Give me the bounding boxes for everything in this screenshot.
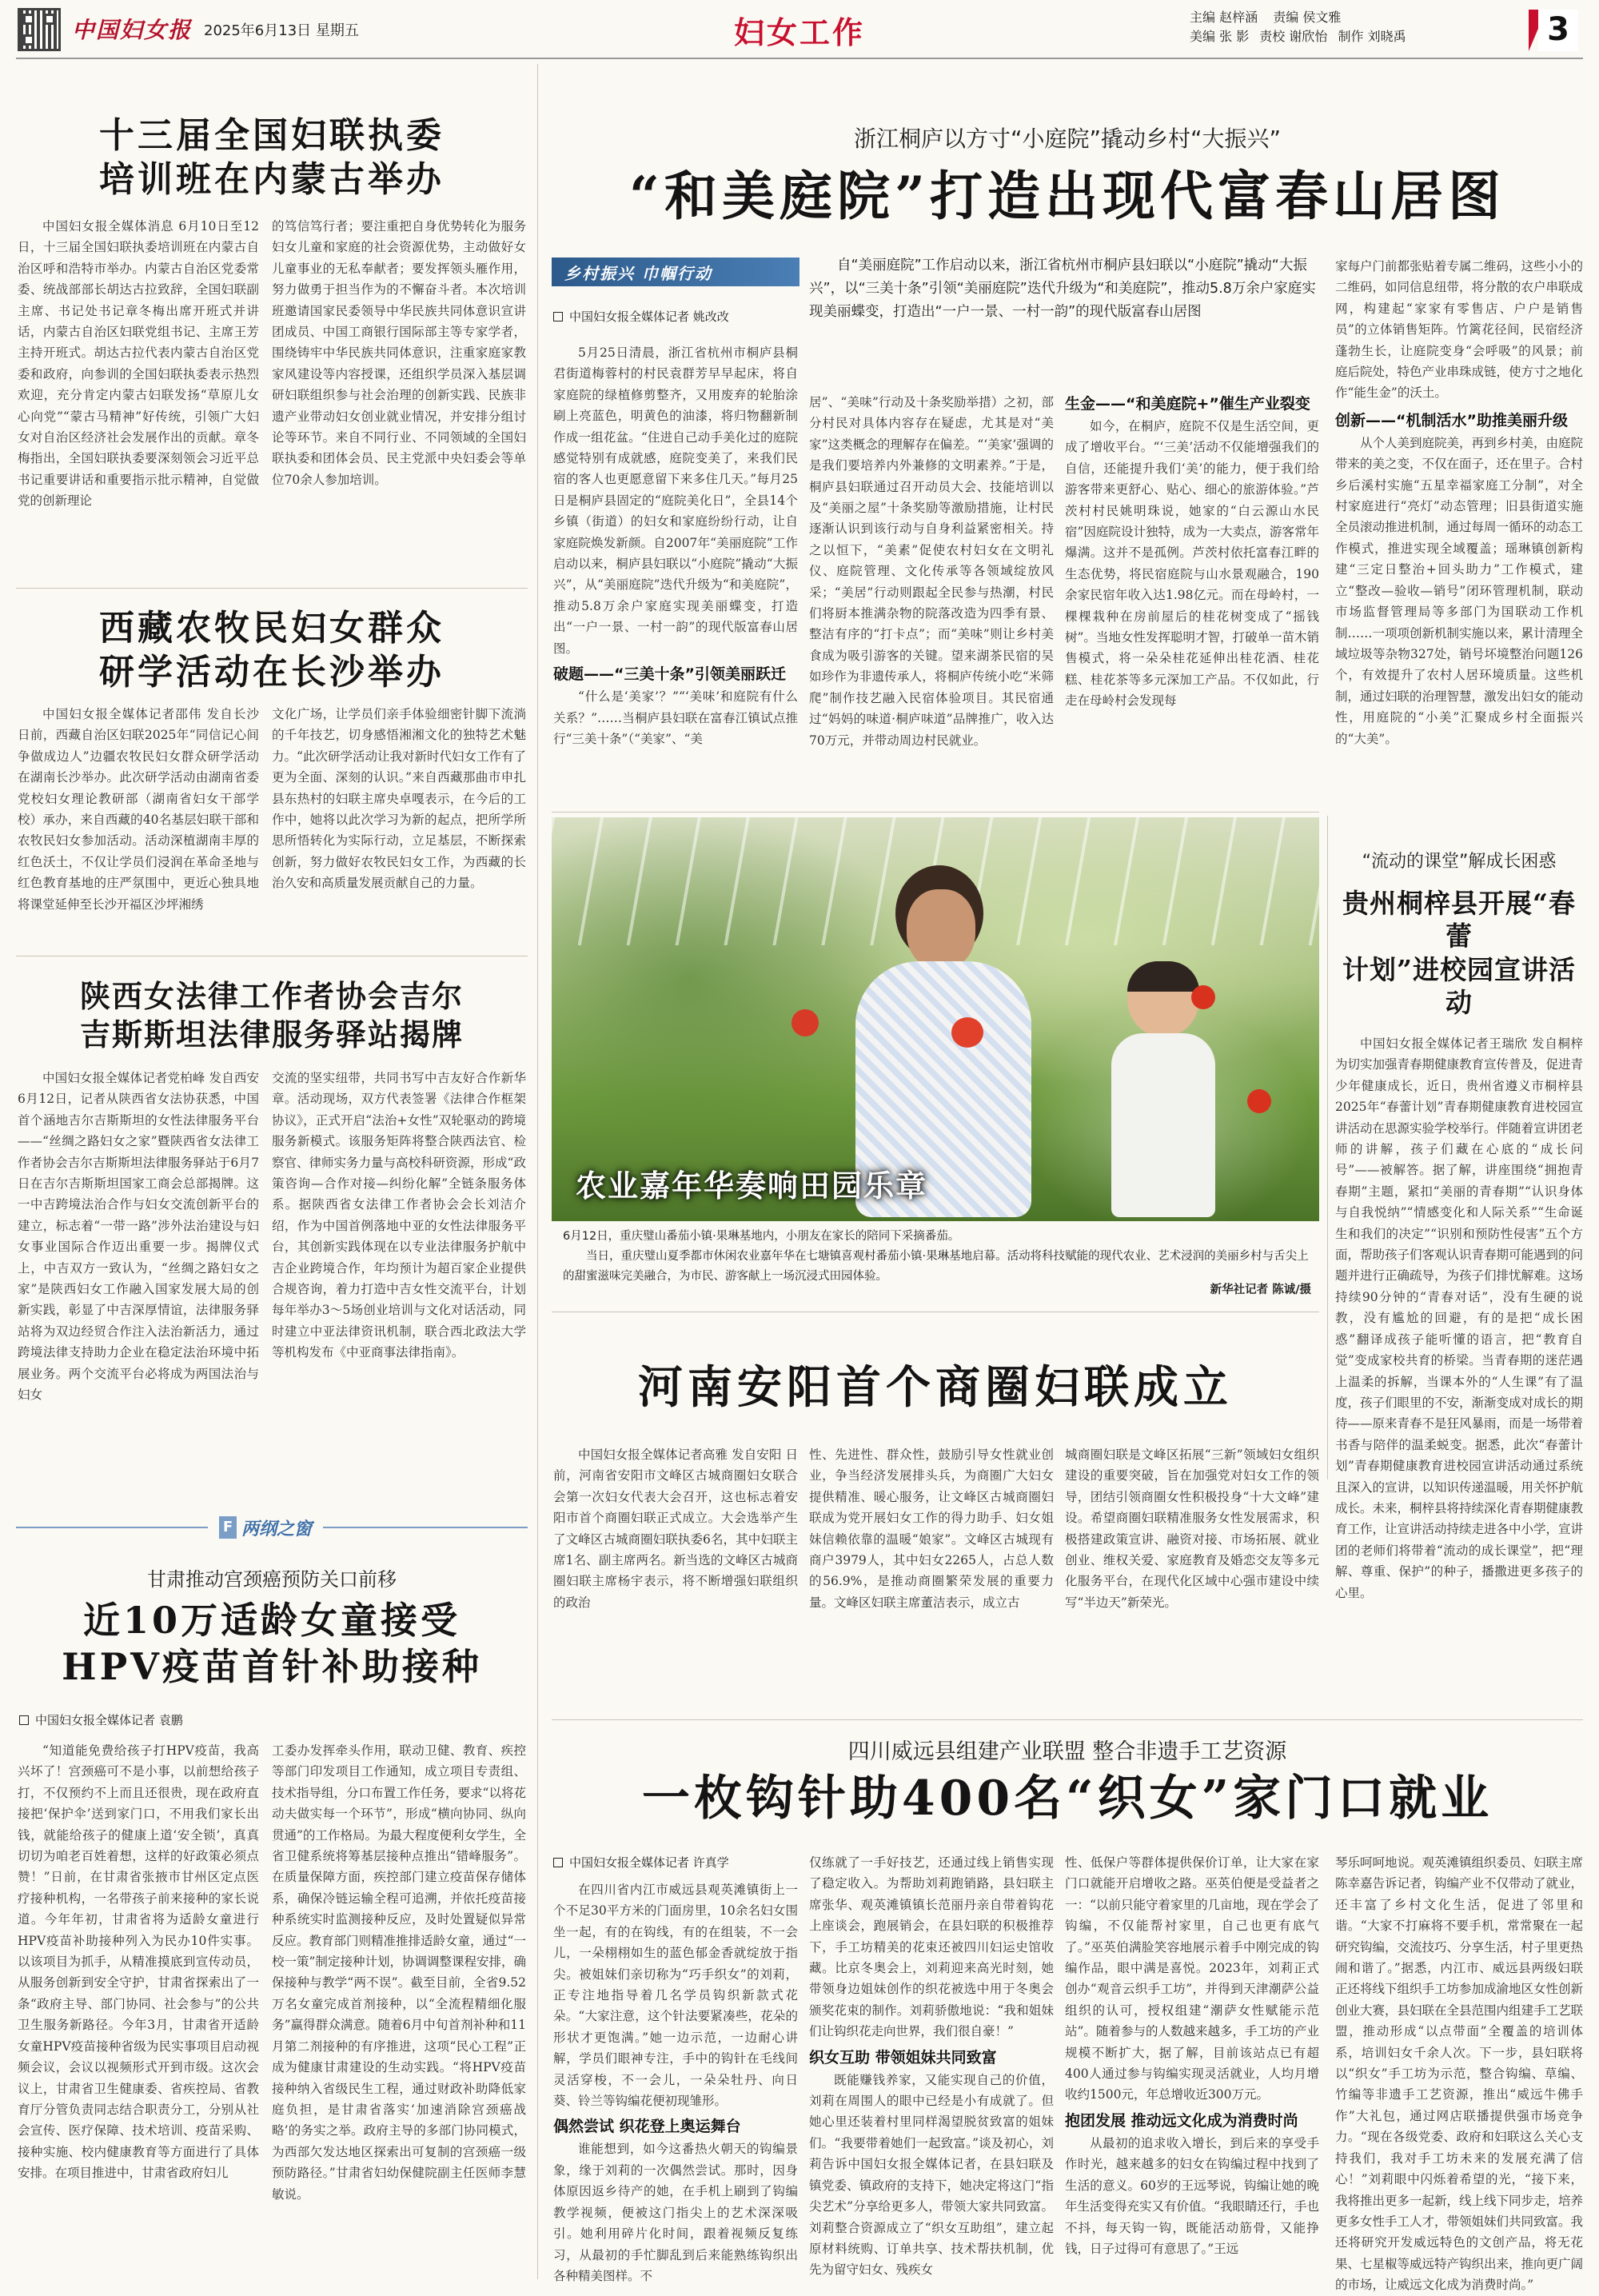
photo-credit: 新华社记者 陈诚/摄 bbox=[1204, 1280, 1311, 1300]
article3-body-col2 bbox=[272, 1068, 526, 1491]
credit-name: 赵梓涵 bbox=[1219, 10, 1258, 25]
credit-name: 张 影 bbox=[1219, 29, 1250, 44]
paragraph: 中国妇女报全媒体消息 6月10日至12日，十三届全国妇联执委培训班在内蒙古自治区呼和浩特市举办。内蒙古自治区党委常委、统战部部长胡达古拉致辞，全国妇联副主席、书记处书记章冬梅出席开班式并讲话，内蒙古自治区妇联党组书记、主席王芳主持开班式。胡达古拉代表内蒙古自治区党委和政府，向参训的全国妇联执委表示热烈欢迎，充分肯定内蒙古妇联发扬“草原儿女心向党”“蒙古马精神”好传统，引领广大妇女对自治区经济社会发展作出的贡献。章冬梅指出，全国妇联执委要深刻领会习近平总书记重要讲话和重要指示批示精神，自觉做党的创新理论 bbox=[18, 219, 259, 509]
paragraph: 中国妇女报全媒体记者高雅 发自安阳 日前，河南省安阳市文峰区古城商圈妇女联合会第一次妇女代表大会召开，这也标志着安阳市首个商圈妇联正式成立。大会选举产生了文峰区古城商圈妇联执委6名，其中妇联主席1名、副主席两名。新当选的文峰区古城商圈妇联主席杨宇表示，将不断增强妇联组织的政治 bbox=[553, 1447, 798, 1610]
paragraph: 居”、“美味”行动及十条奖励举措）之初，部分村民对具体内容存在疑虑，尤其是对“美家”这类概念的理解存在偏差。“‘美家’强调的是我们要培养内外兼修的文明素养。”于是，桐庐县妇联通过召开动员大会、技能培训以及“美丽之屋”十条奖励等激励措施，让村民逐渐认识到该行动与自身利益紧密相关。持之以恒下，“美素”促使农村妇女在文明礼仪、庭院管理、文化传承等各领域绽放风采；“美居”行动则跟起全民参与热潮，村民们将厨本推满杂物的院落改造为四季有景、整洁有序的“打卡点”；而“美味”则让乡村美食成为吸引游客的关键。望来湖茶民宿的吴如珍作为非遗传承人，将桐庐传统小吃“米筛爬”制作技艺融入民宿体验项目。其民宿通过“妈妈的味道·桐庐味道”品牌推广，收入达70万元，并带动周边村民就业。 bbox=[809, 395, 1054, 748]
article8-body-col2 bbox=[809, 1852, 1054, 2279]
article8-body-col3 bbox=[1065, 1852, 1319, 2279]
article5-body-col2 bbox=[809, 392, 1054, 806]
headline-line: 十三届全国妇联执委 bbox=[99, 115, 445, 156]
feature-photo bbox=[552, 817, 1319, 1221]
article6-body bbox=[1335, 1033, 1583, 1785]
article5-body-col1 bbox=[553, 342, 798, 806]
lead-text: 自“美丽庭院”工作启动以来，浙江省杭州市桐庐县妇联以“小庭院”撬动“大振兴”，以“三美十条”引领“美丽庭院”迭代升级为“和美庭院”，推动5.8万余户家庭实现美丽蝶变，打造出“一户一景、一村一韵”的现代版富春山居图 bbox=[809, 258, 1316, 320]
byline-square-icon bbox=[553, 1858, 563, 1867]
tomato-mark bbox=[951, 1017, 983, 1048]
rural-revival-tag bbox=[552, 258, 800, 286]
headline-line: 研学活动在长沙举办 bbox=[99, 652, 445, 693]
column-divider bbox=[1327, 816, 1328, 1479]
article8-kicker: 四川威远县组建产业联盟 整合非遗手工艺资源 bbox=[847, 1739, 1287, 1764]
masthead-rule bbox=[16, 58, 1583, 59]
article7-body-col1 bbox=[553, 1444, 798, 1684]
credit-role: 主编 bbox=[1190, 10, 1216, 25]
paragraph: 性、先进性、群众性，鼓励引导女性就业创业，争当经济发展排头兵，为商圈广大妇女提供精准、暖心服务，让文峰区古城商圈妇联成为党开展妇女工作的得力助手、妇女姐妹信赖依靠的温暖“娘家”。文峰区古城现有商户3979人，其中妇女2265人，占总人数的56.9%，是推动商圈繁荣发展的重要力量。文峰区妇联主席董洁表示，成立古 bbox=[809, 1447, 1054, 1610]
paragraph: 琴乐呵呵地说。观英滩镇组织委员、妇联主席陈幸嘉告诉记者，钩编产业不仅带动了就业，还丰富了乡村文化生活，促进了邻里和谐。“大家不打麻将不要手机，常常聚在一起研究钩编，交流技巧、分享生活，村子里更热闹和谐了。”据悉，内江市、威远县两级妇联正还将线下组织手工坊参加成渝地区女性创新创业大赛，县妇联在全县范围内组建手工艺联盟，推动形成“以点带面”全覆盖的培训体系，培训妇女千余人次。下一步，县妇联将以“织女”手工坊为示范，整合钩编、草编、竹编等非遗手工艺资源，推出“威远牛佛手作”大礼包，通过网店联播提供强市场竞争力。“现在各级党委、政府和妇联这么关心支持我们，我对手工坊未来的发展充满了信心！”刘莉眼中闪烁着希望的光，“接下来，我将推出更多一起新，线上线下同步走，培养更多女性手工人才，带领姐妹们共同致富。我还将研究开发威远特色的文创产品，将无花果、七星椒等威远特产钩织出来，推向更广阔的市场，让威远文化成为消费时尚。” bbox=[1335, 1855, 1584, 2293]
byline-text: 中国妇女报全媒体记者 袁鹏 bbox=[35, 1713, 183, 1727]
paragraph: 5月25日清晨，浙江省杭州市桐庐县桐君街道梅蓉村的村民袁群芳早早起床，将自家庭院的绿植修剪整齐，又用废弃的轮胎涂刷上亮蓝色，明黄色的油漆，将归物翻新制作成一组花盆。“住进自己动手美化过的庭院感觉特别有成就感，庭院变美了，来我们民宿的客人也更愿意留下来多住几天。”每月25日是桐庐县固定的“庭院美化日”，全县14个乡镇（街道）的妇女和家庭纷纷行动，让自家庭院焕发新颜。自2007年“美丽庭院”工作启动以来，桐庐县妇联以“小庭院”撬动“大振兴”，从“美丽庭院”迭代升级为“和美庭院”，推动5.8万余户家庭实现美丽蝶变，打造出“一户一景、一村一韵”的现代版富春山居图。 bbox=[553, 345, 798, 656]
article8-byline bbox=[553, 1854, 729, 1871]
subheading: 创新——“机制活水”助推美丽升级 bbox=[1335, 411, 1568, 429]
article2-body-col2 bbox=[272, 704, 526, 944]
headline-line: HPV疫苗首针补助接种 bbox=[62, 1644, 482, 1688]
paragraph: 在四川省内江市威远县观英滩镇街上一个不足30平方米的门面房里，10余名妇女围坐一起，有的在钩线，有的在组装，不一会儿，一朵栩栩如生的蓝色郁金香就绽放于指尖。被姐妹们亲切称为“巧手织女”的刘莉，正专注地指导着几名学员钩织新款式花朵。“大家注意，这个针法要紧凑些，花朵的形状才更饱满。”她一边示范，一边耐心讲解，学员们眼神专注，手中的钩针在毛线间灵活穿梭，不一会儿，一朵朵牡丹、向日葵、铃兰等钩编花便初现雏形。 bbox=[553, 1883, 798, 2109]
article6-headline bbox=[1335, 887, 1583, 1019]
headline-line: 西藏农牧民妇女群众 bbox=[99, 608, 445, 649]
paragraph: 工委办发挥牵头作用，联动卫健、教育、疾控等部门印发项目工作通知，成立项目专责组、技术指导组，分口布置工作任务，要求“以将花动夫做实每一个环节”，形成“横向协同、纵向贯通”的工作格局。为最大程度便利女学生，全省卫健系统将筹基层接种点推出“错峰服务”。在质量保障方面，疾控部门建立疫苗保存储体系，确保冷链运输全程可追溯，并依托疫苗接种系统实时监测接种反应，及时处置疑似异常反应。教育部门则精准推排适龄女童，通过“一校一策”制定接种计划，协调调整课程安排，确保接种与教学“两不误”。截至目前，全省9.52万名女童完成首剂接种，以“全流程精细化服务”赢得群众满意。随着6月中旬首剂补种和11月第二剂接种的有序推进，这项“民心工程”正成为健康甘肃建设的生动实践。“将HPV疫苗接种纳入省级民生工程，通过财政补助降低家庭负担，是甘肃省落实‘加速消除宫颈癌战略’的务实之举。政府主导的多部门协同模式，为西部欠发达地区探索出可复制的宫颈癌一级预防路径。”甘肃省妇幼保健院副主任医师李慧敏说。 bbox=[272, 1743, 526, 2202]
byline-square-icon bbox=[19, 1715, 29, 1725]
section-divider bbox=[552, 1719, 1583, 1720]
article5-body-col4 bbox=[1335, 256, 1583, 806]
headline-line: 培训班在内蒙古举办 bbox=[99, 159, 445, 200]
article2-headline bbox=[16, 606, 528, 694]
headline-line: 贵州桐梓县开展“春蕾 bbox=[1342, 888, 1576, 952]
tomato-mark bbox=[1191, 985, 1215, 1009]
article5-kicker: 浙江桐庐以方寸“小庭院”撬动乡村“大振兴” bbox=[853, 126, 1282, 152]
tag-label: 乡村振兴 巾帼行动 bbox=[564, 263, 712, 283]
tomato-mark bbox=[792, 1009, 819, 1036]
paragraph: 性、低保户等群体提供保价订单，让大家在家门口就能开启增收之路。巫英伯便是受益者之一：“以前只能守着家里的几亩地，现在学会了钩编，不仅能帮衬家里，自己也更有底气了。”巫英伯满脸笑容地展示着手中刚完成的钩编作品，眼中满是喜悦。2023年，刘莉正式创办“观音云织手工坊”，并得到天津潮萨公益组织的认可，授权组建“潮萨女性赋能示范站”。随着参与的人数越来越多，手工坊的产业规模不断扩大，据了解，目前该站点已有超400人通过参与钩编实现灵活就业，人均月增收约1500元，年总增收近300万元。 bbox=[1065, 1855, 1319, 2102]
headline-line: 近10万适龄女童接受 bbox=[82, 1599, 461, 1642]
photo-headline: 农业嘉年华奏响田园乐章 bbox=[576, 1168, 928, 1204]
banner-label-box bbox=[208, 1513, 323, 1542]
paragraph: 中国妇女报全媒体记者王瑞欣 发自桐梓 为切实加强青春期健康教育宣传普及，促进青少年健康成长，近日，贵州省遵义市桐梓县2025年“春蕾计划”青春期健康教育进校园宣讲活动在思源实验学校举行。伴随着宣讲团老师的讲解，孩子们藏在心底的“成长问号”——被解答。据了解，讲座围绕“拥抱青春期”主题，紧扣“美丽的青春期”“认识身体与自我悦纳”“情感变化和人际关系”“生命诞生和我们的决定”“识别和预防性侵害”五个方面，帮助孩子们客观认识青春期可能遇到的问题并进行正确疏导，为孩子们排忧解难。这场持续90分钟的“青春对话”，没有生硬的说教，没有尴尬的回避，有的是把“成长困惑”翻译成孩子能听懂的语言，把“教育自觉”变成家校共育的桥梁。当青春期的迷茫遇上温柔的拆解，当课本外的“人生课”有了温度，孩子们眼里的不安，渐渐变成对成长的期待——原来青春不是狂风暴雨，而是一场带着书香与陪伴的温柔蜕变。据悉，此次“春蕾计划”青春期健康教育进校园宣讲活动通过系统且深入的宣讲，以知识传递温暖，用关怀护航成长。未来，桐梓县将持续深化青春期健康教育工作，让宣讲活动持续走进各中小学，宣讲团的老师们将带着“流动的成长课堂”，把“理解、尊重、保护”的种子，播撒进更多孩子的心里。 bbox=[1335, 1036, 1584, 1600]
paragraph: 从个人美到庭院美，再到乡村美，由庭院带来的美之变，不仅在面子，还在里子。合村乡后溪村实施“五星幸福家庭工分制”，对全村家庭进行“亮灯”动态管理；旧县街道实施全员滚动推进机制，通过每周一循环的动态工作模式，推进实现全域覆盖；瑶琳镇创新构建“三定日整治+回头助力”工作模式，建立“整改—验收—销号”闭环管理机制，联动市场监督管理局等多部门为国联动工作机制……一项项创新机制实施以来，累计清理全域垃圾等杂物327处，销号坏境整治问题126个，有效提升了农村人居环境质量。这些机制，通过妇联的治理智慧，激发出妇女的能动性，用庭院的“小美”汇聚成乡村全面振兴的“大美”。 bbox=[1335, 435, 1584, 746]
subheading: 抱团发展 推动远文化成为消费时尚 bbox=[1065, 2111, 1298, 2130]
credit-role: 责校 bbox=[1259, 29, 1286, 44]
article1-headline bbox=[16, 114, 528, 202]
article5-headline: “和美庭院”打造出现代富春山居图 bbox=[629, 165, 1505, 227]
caption-line: 6月12日，重庆璧山番茄小镇·果琳基地内，小朋友在家长的陪同下采摘番茄。 bbox=[563, 1230, 960, 1243]
issue-date: 2025年6月13日 星期五 bbox=[204, 22, 359, 39]
article3-body-col1 bbox=[18, 1068, 259, 1491]
article5-byline bbox=[553, 308, 729, 325]
paragraph: 从最初的追求收入增长，到后来的享受手作时光，越来越多的妇女在钩编过程中找到了生活的意义。60岁的王远琴说，钩编让她的晚年生活变得充实又有价值。“我眼睛还行，手也不抖，每天钩一钩，既能活动筋骨，又能挣钱，日子过得可有意思了。”王远 bbox=[1065, 2135, 1319, 2256]
article6-kicker: “流动的课堂”解成长困惑 bbox=[1362, 852, 1557, 872]
article4-body-col2 bbox=[272, 1740, 526, 2276]
article8-body-col1 bbox=[553, 1879, 798, 2283]
paragraph: 谁能想到，如今这番热火朝天的钩编景象，缘于刘莉的一次偶然尝试。那时，因身体原因返乡待产的她，在手机上刷到了钩编教学视频，便被这门指尖上的艺术深深吸引。她利用碎片化时间，跟着视频反复练习，从最初的手忙脚乱到后来能熟练钩织出各种精美图样。不 bbox=[553, 2142, 798, 2283]
headline-line: 吉斯斯坦法律服务驿站揭牌 bbox=[79, 1016, 464, 1052]
section-divider bbox=[16, 588, 528, 589]
credit-name: 侯文雅 bbox=[1302, 10, 1342, 25]
article4-kicker: 甘肃推动宫颈癌预防关口前移 bbox=[147, 1568, 397, 1591]
page-number-badge bbox=[1529, 10, 1578, 51]
subheading: 生金——“和美庭院+”催生产业裂变 bbox=[1065, 395, 1310, 413]
qr-code-icon bbox=[18, 8, 61, 51]
credit-name: 谢欣怡 bbox=[1289, 29, 1328, 44]
article4-byline bbox=[19, 1711, 183, 1728]
paragraph: 文化广场，让学员们亲手体验细密针脚下流淌的千年技艺，切身感悟湘湘文化的独特艺术魅力。“此次研学活动让我对新时代妇女工作有了更为全面、深刻的认识。”来自西藏那曲市申扎县东热村的妇联主席央卓嘎表示，在今后的工作中，她将以此次学习为新的起点，把所学所思所悟转化为实际行动，立足基层，不断探索创新，努力做好农牧民妇女工作，为西藏的长治久安和高质量发展贡献自己的力量。 bbox=[272, 707, 526, 891]
credit-role: 责编 bbox=[1273, 10, 1299, 25]
article7-headline: 河南安阳首个商圈妇联成立 bbox=[638, 1361, 1233, 1414]
editor-credits bbox=[1190, 8, 1525, 46]
article8-body-col4 bbox=[1335, 1852, 1584, 2293]
article7-body-col3 bbox=[1065, 1444, 1319, 1684]
banner-letter-icon: F bbox=[219, 1516, 237, 1539]
article4-headline bbox=[16, 1598, 528, 1690]
article1-body-col1 bbox=[18, 216, 259, 576]
subheading: 织女互助 带领姐妹共同致富 bbox=[809, 2048, 997, 2066]
article5-body-col3 bbox=[1065, 392, 1319, 806]
paragraph: “什么是‘美家’？”“‘美味’和庭院有什么关系？”……当桐庐县妇联在富春江镇试点推行“三美十条”（“美家”、“美 bbox=[553, 689, 798, 746]
credit-role: 制作 bbox=[1338, 29, 1364, 44]
column-divider bbox=[537, 64, 538, 2279]
byline-text: 中国妇女报全媒体记者 许真学 bbox=[569, 1855, 729, 1870]
section-divider bbox=[552, 812, 1319, 813]
photo-caption bbox=[563, 1227, 1311, 1300]
caption-body: 当日，重庆璧山夏季都市休闲农业嘉年华在七塘镇喜观村番茄小镇·果琳基地启幕。活动将科技赋能的现代农业、艺术浸润的美丽乡村与舌尖上的甜蜜滋味完美融合，为市民、游客献上一场沉浸式田园体验。 bbox=[563, 1250, 1309, 1283]
subheading: 偶然尝试 织花登上奥运舞台 bbox=[553, 2118, 741, 2136]
liangwang-banner bbox=[16, 1511, 528, 1543]
paragraph: 交流的坚实纽带，共同书写中吉友好合作新华章。活动现场，双方代表签署《法律合作框架协议》，正式开启“法治+女性”双轮驱动的跨境服务新模式。该服务矩阵将整合陕西法官、检察官、律师实务力量与高校科研资源，形成“政策咨询—合作对接—纠纷化解”全链条服务体系。据陕西省女法律工作者协会会长刘洁介绍，作为中国首例落地中亚的女性法律服务平台，其创新实践体现在以专业法律服务护航中吉企业跨境合作，年均预计为超百家企业提供合规咨询，着力打造中吉女性交流平台，计划每年举办3～5场创业培训与文化对话活动，同时建立中亚法律资讯机制，联合西北政法大学等机构发布《中亚商事法律指南》。 bbox=[272, 1071, 526, 1360]
article4-body-col1 bbox=[18, 1740, 259, 2276]
article1-body-col2 bbox=[272, 216, 526, 576]
credit-role: 美编 bbox=[1190, 29, 1216, 44]
paragraph: 中国妇女报全媒体记者党柏峰 发自西安 6月12日，记者从陕西省女法协获悉，中国首个涵地吉尔吉斯斯坦的女性法律服务平台——“丝绸之路妇女之家”暨陕西省女法律工作者协会吉尔吉斯斯坦法律服务驿站于6月7日在吉尔吉斯斯坦国家工商会总部揭牌。这一中吉跨境法治合作与妇女交流创新平台的建立，标志着“一带一路”涉外法治建设与妇女事业国际合作迈出重要一步。揭牌仪式上，中吉双方一致认为，“丝绸之路妇女之家”是陕西妇女工作融入国家发展大局的创新实践，彰显了中吉深厚情谊，法律服务驿站将为双边经贸合作注入法治新活力，通过跨境法律支持助力企业在稳定法治环境中拓展业务。两个交流平台必将成为两国法治与妇女 bbox=[18, 1071, 259, 1403]
article2-body-col1 bbox=[18, 704, 259, 944]
article3-headline bbox=[16, 977, 528, 1053]
masthead bbox=[0, 0, 1599, 60]
byline-text: 中国妇女报全媒体记者 姚改改 bbox=[569, 309, 729, 324]
tomato-mark bbox=[1247, 1089, 1271, 1113]
article8-headline: 一枚钩针助400名“织女”家门口就业 bbox=[641, 1771, 1493, 1827]
paragraph: 家每户门前都张贴着专属二维码，这些小小的二维码，如同信息纽带，将分散的农户串联成网，构建起“家家有零售店、户户是销售员”的立体销售矩阵。竹篱花径间，民宿经济蓬勃生长，让庭院变身“会呼吸”的风景；前庭后院处，特色产业串珠成链，使方寸之地化作“能生金”的沃土。 bbox=[1335, 259, 1584, 401]
headline-line: 计划”进校园宣讲活动 bbox=[1342, 953, 1576, 1018]
credit-name: 刘晓禹 bbox=[1367, 29, 1406, 44]
byline-square-icon bbox=[553, 312, 563, 321]
paragraph: 仅练就了一手好技艺，还通过线上销售实现了稳定收入。为帮助刘莉跑销路，县妇联主席张华、观英滩镇镇长范丽丹亲自带着钩花上座谈会，跑展销会，在县妇联的积极推荐下，手工坊精美的花束还被四川妇运史馆收藏。比京冬奥会上，刘莉迎来高光时刻，她带领身边姐妹创作的织花被选中用于冬奥会颁奖花束的制作。刘莉骄傲地说：“我和姐妹们让钩织花走向世界，我们很自豪！” bbox=[809, 1855, 1054, 2039]
paragraph: 既能赚钱养家，又能实现自己的价值，刘莉在周围人的眼中已经是小有成就了。但她心里还装着村里同样渴望脱贫致富的姐妹们。“我要带着她们一起致富。”谈及初心，刘莉告诉中国妇女报全媒体记者，在县妇联及镇党委、镇政府的支持下，她决定将这门“指尖艺术”分享给更多人，带领大家共同致富。刘莉整合资源成立了“织女互助组”，建立起原材料统购、订单共享、技术帮扶机制，优先为留守妇女、残疾女 bbox=[809, 2072, 1054, 2278]
paragraph: “知道能免费给孩子打HPV疫苗，我高兴坏了！宫颈癌可不是小事，以前想给孩子打，不仅预约不上而且还很贵，现在政府直接把‘保护伞’送到家门口，不用我们家长出钱，就能给孩子的健康上道‘安全锁’，真真切切为咱老百姓着想，这样的好政策必须点赞！”日前，在甘肃省张掖市甘州区定点医疗接种机构，一名带孩子前来接种的家长说道。今年年初，甘肃省将为适龄女童进行HPV疫苗补助接种列入为民办10件实事。以该项目为抓手，从精准摸底到宣传动员，从服务创新到安全守护，甘肃省探索出了一条“政府主导、部门协同、社会参与”的公共卫生服务新路径。今年3月，甘肃省开适龄女童HPV疫苗接种省级为民实事项目启动视频会议，会议以视频形式开到市级。这次会议上，甘肃省卫生健康委、省疾控局、省教育厅分管负责同志结合职责分工，分别从社会宣传、医疗保障、技术培训、疫苗采购、接种实施、校内健康教育等方面进行了具体安排。在项目推进中，甘肃省政府妇儿 bbox=[18, 1743, 259, 2181]
page-number: 3 bbox=[1547, 11, 1569, 48]
brand-logo: 中国妇女报 bbox=[72, 17, 193, 43]
article7-body-col2 bbox=[809, 1444, 1054, 1684]
headline-line: 陕西女法律工作者协会吉尔 bbox=[79, 978, 464, 1014]
subheading: 破题——“三美十条”引领美丽跃迁 bbox=[553, 665, 786, 684]
article5-lead bbox=[809, 254, 1329, 374]
paragraph: 城商圈妇联是文峰区拓展“三新”领域妇女组织建设的重要突破，旨在加强党对妇女工作的领导，团结引领商圈女性积极投身“十大文峰”建设。希望商圈妇联精准服务女性发展需求，积极搭建政策宣讲、融资对接、市场拓展、就业创业、维权关爱、家庭教育及婚恋交友等多元化服务平台，在现代化区域中心强市建设中续写“半边天”新荣光。 bbox=[1065, 1447, 1319, 1610]
banner-label: 两纲之窗 bbox=[241, 1518, 313, 1539]
article6-box bbox=[1335, 824, 1583, 1719]
paragraph: 如今，在桐庐，庭院不仅是生活空间，更成了增收平台。“‘三美’活动不仅能增强我们的自信，还能提升我们‘美’的能力，便于我们给游客带来更舒心、贴心、细心的旅游体验。”芦茨村村民姚明珠说，她家的“白云源山水民宿”因庭院设计独特，成为一大卖点，游客常年爆满。这并不是孤例。芦茨村依托富春江畔的生态优势，将民宿庭院与山水景观融合，190余家民宿年收入达1.98亿元。而在母岭村，一棵棵栽种在房前屋后的桂花树变成了“摇钱树”。当地女性发挥聪明才智，打破单一苗木销售模式，将一朵朵桂花延伸出桂花酒、桂花糕、桂花茶等多元深加工产品。不仅如此，行走在母岭村会发现每 bbox=[1065, 419, 1319, 709]
section-title: 妇女工作 bbox=[733, 14, 865, 50]
paragraph: 的笃信笃行者；要注重把自身优势转化为服务妇女儿童和家庭的社会资源优势，主动做好女儿童事业的无私奉献者；要发挥领头雁作用，努力做勇于担当作为的不懈奋斗者。本次培训班邀请国家民委领导中华民族共同体意识宣讲团成员、中国工商银行国际部主等专家学者，围绕铸牢中华民族共同体意识，注重家庭家教家风建设等内容授课，还组织学员深入基层调研妇联组织参与社会治理的创新实践、民族非遗产业带动妇女创业就业情况，并安排分组讨论等环节。来自不同行业、不同领域的全国妇联执委和团体会员、民主党派中央妇委会等单位70余人参加培训。 bbox=[272, 219, 526, 487]
paragraph: 中国妇女报全媒体记者邵伟 发自长沙 日前，西藏自治区妇联2025年“同信记心间 争做成边人”边疆农牧民妇女群众研学活动在湖南长沙举办。此次研学活动由湖南省委党校妇女理论教研部（湖南省妇女干部学校）承办，来自西藏的40名基层妇联干部和农牧民妇女参加活动。活动深植湖南丰厚的红色沃土，不仅让学员们浸润在革命圣地与红色教育基地的庄严氛围中，更近心独具地将课堂延伸至长沙开福区沙坪湘绣 bbox=[18, 707, 259, 912]
